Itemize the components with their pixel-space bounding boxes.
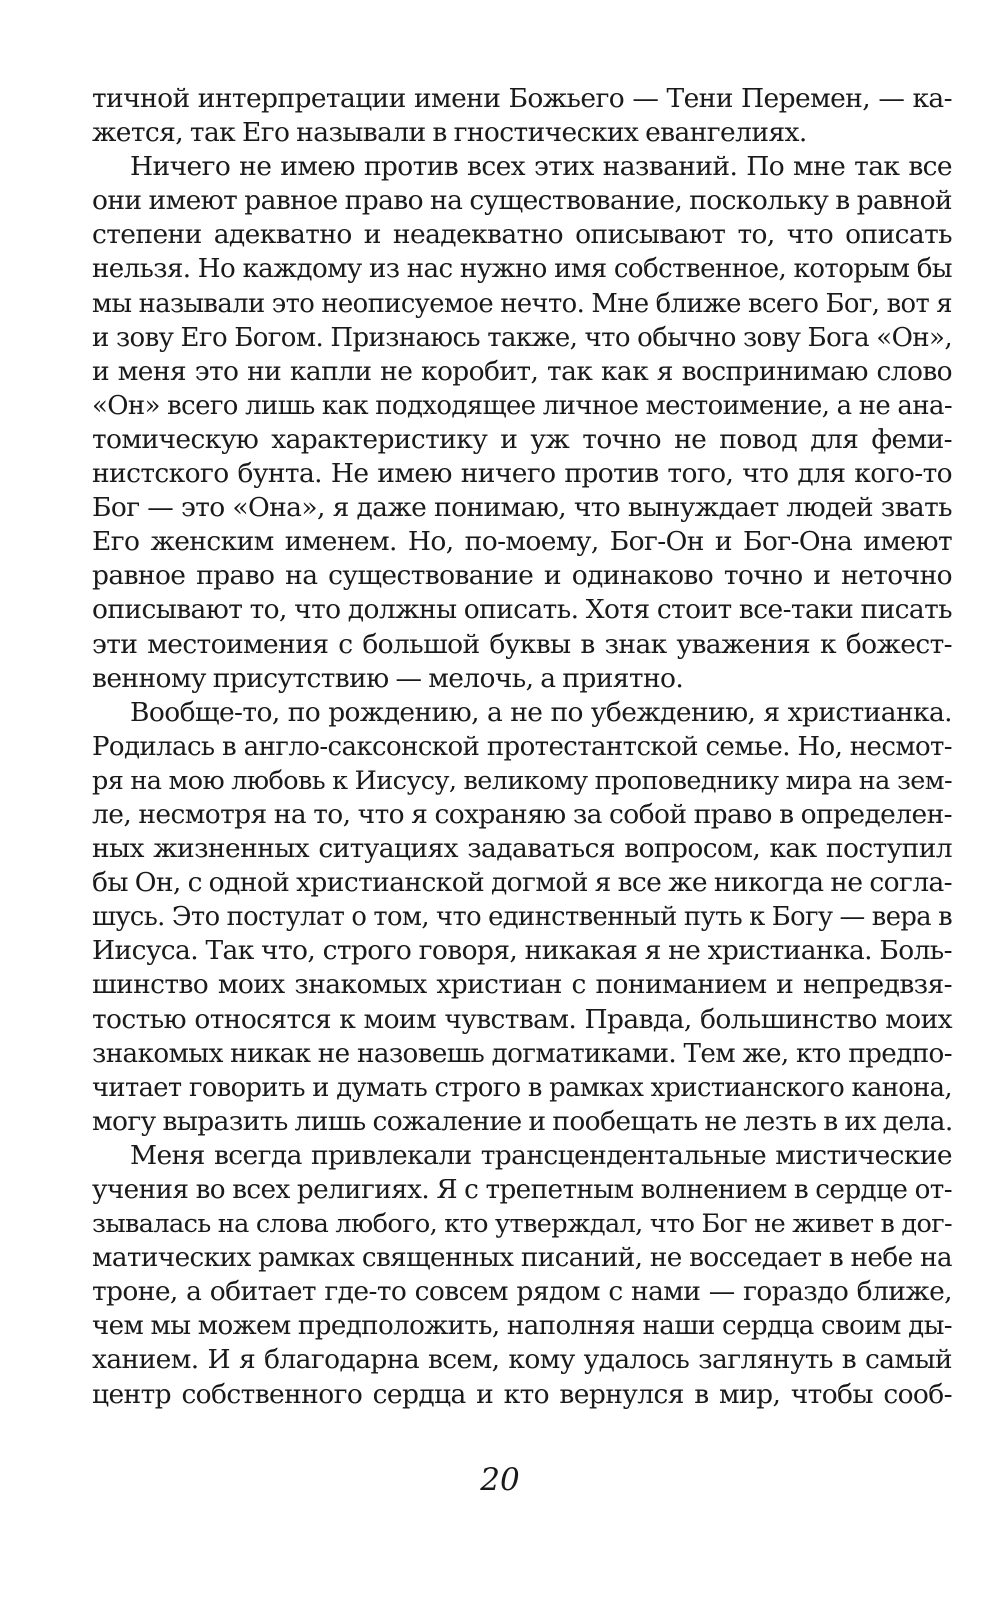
text-line: Вообще-то, по рождению, а не по убеждению, я христианка.	[130, 696, 952, 728]
text-line: эти местоимения с большой буквы в знак уважения к божест-	[92, 628, 952, 660]
page-number: 20	[480, 1462, 520, 1498]
paragraph	[92, 696, 952, 1139]
text-line: ле, несмотря на то, что я сохраняю за собой право в определен-	[92, 798, 952, 830]
text-line: Его женским именем. Но, по-моему, Бог-Он и Бог-Она имеют	[92, 526, 952, 558]
text-line: знакомых никак не назовешь догматиками. Тем же, кто предпо-	[92, 1038, 952, 1069]
text-line: зывалась на слова любого, кто утверждал, что Бог не живет в дог-	[92, 1209, 952, 1240]
text-line: равное право на существование и одинаково точно и неточно	[92, 560, 952, 592]
text-line: они имеют равное право на существование, поскольку в равной	[92, 185, 952, 217]
text-line: чем мы можем предположить, наполняя наши сердца своим ды-	[92, 1311, 952, 1342]
text-line: шусь. Это постулат о том, что единственный путь к Богу — вера в	[92, 902, 952, 933]
text-line: «Он» всего лишь как подходящее личное местоимение, а не ана-	[92, 390, 952, 421]
paragraph	[92, 82, 952, 150]
text-line: могу выразить лишь сожаление и пообещать не лезть в их дела.	[92, 1105, 953, 1137]
text-line: Бог — это «Она», я даже понимаю, что вынуждает людей звать	[92, 492, 952, 524]
text-line: томическую характеристику и уж точно не повод для феми-	[92, 423, 952, 455]
paragraph	[92, 150, 952, 696]
text-line: читает говорить и думать строго в рамках христианского канона,	[92, 1072, 952, 1103]
text-line: тичной интерпретации имени Божьего — Тени Перемен, — ка-	[92, 83, 952, 114]
text-line: описывают то, что должны описать. Хотя стоит все-таки писать	[92, 594, 952, 626]
body-text	[92, 82, 952, 1412]
text-line: ря на мою любовь к Иисусу, великому проповеднику мира на зем-	[92, 765, 952, 796]
text-line: матических рамках священных писаний, не восседает в небе на	[92, 1243, 952, 1274]
text-line: нельзя. Но каждому из нас нужно имя собственное, которым бы	[92, 254, 952, 285]
text-line: нистского бунта. Не имею ничего против того, что для кого-то	[92, 458, 952, 490]
text-line: учения во всех религиях. Я с трепетным волнением в сердце от-	[92, 1175, 952, 1205]
text-line: Иисуса. Так что, строго говоря, никакая я не христианка. Боль-	[92, 935, 952, 967]
text-line: шинство моих знакомых христиан с пониманием и непредвзя-	[92, 969, 952, 1001]
text-line: троне, а обитает где-то совсем рядом с нами — гораздо ближе,	[92, 1276, 952, 1308]
text-line: и меня это ни капли не коробит, так как я воспринимаю слово	[92, 355, 952, 387]
text-line: Родилась в англо-саксонской протестантской семье. Но, несмот-	[92, 731, 952, 762]
paragraph	[92, 1139, 952, 1412]
text-line: Ничего не имею против всех этих названий. По мне так все	[130, 151, 952, 183]
text-line: мы называли это неописуемое нечто. Мне ближе всего Бог, вот я	[92, 288, 952, 319]
text-line: ханием. И я благодарна всем, кому удалось заглянуть в самый	[92, 1344, 952, 1376]
text-line: Меня всегда привлекали трансцендентальные мистические	[130, 1139, 952, 1171]
text-line: центр собственного сердца и кто вернулся в мир, чтобы сооб-	[92, 1378, 952, 1410]
text-line: венному присутствию — мелочь, а приятно.	[92, 662, 684, 694]
text-line: тостью относятся к моим чувствам. Правда, большинство моих	[92, 1003, 952, 1035]
text-line: бы Он, с одной христианской догмой я все же никогда не согла-	[92, 867, 952, 899]
text-line: жется, так Его называли в гностических евангелиях.	[92, 117, 807, 149]
text-line: степени адекватно и неадекватно описывают то, что описать	[92, 219, 952, 251]
text-line: и зову Его Богом. Признаюсь также, что обычно зову Бога «Он»,	[92, 322, 952, 353]
text-line: ных жизненных ситуациях задаваться вопросом, как поступил	[92, 833, 952, 865]
